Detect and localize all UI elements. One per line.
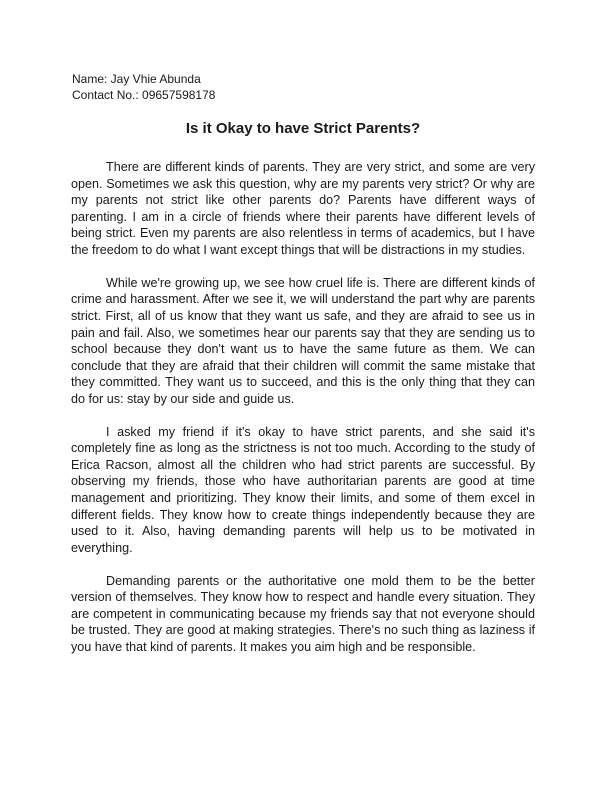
essay-body: [71, 159, 535, 672]
paragraph-1: There are different kinds of parents. They are very strict, and some are very open. Sometimes we ask this question, why are my parents very strict? Or why are my parents not strict like other parents do? Parents have different ways of parenting. I am in a circle of friends where their parents have different levels of being strict. Even my parents are also relentless in terms of academics, but I have the freedom to do what I want except things that will be distractions in my studies.: [71, 160, 535, 257]
author-info: [72, 71, 215, 103]
author-contact: Contact No.: 09657598178: [72, 88, 216, 102]
essay-title: Is it Okay to have Strict Parents?: [185, 120, 421, 137]
paragraph-2: While we're growing up, we see how cruel life is. There are different kinds of crime and harassment. After we see it, we will understand the part why are parents strict. First, all of us know that they want us safe, and they are afraid to see us in pain and fail. Also, we sometimes hear our parents say that they are sending us to school because they don't want us to have the same future as them. We can conclude that they are afraid that their children will commit the same mistake that they committed. They want us to succeed, and this is the only thing that they can do for us: stay by our side and guide us.: [71, 275, 535, 406]
author-name: Name: Jay Vhie Abunda: [72, 72, 201, 86]
paragraph-3: I asked my friend if it's okay to have strict parents, and she said it's completely fine as long as the strictness is not too much. According to the study of Erica Racson, almost all the children who had strict parents are successful. By observing my friends, those who have authoritarian parents are good at time management and prioritizing. They know their limits, and some of them excel in different fields. They know how to create things independently because they are used to it. Also, having demanding parents will help us to be motivated in everything.: [71, 424, 535, 555]
paragraph-4: Demanding parents or the authoritative one mold them to be the better version of themselves. They know how to respect and handle every situation. They are competent in communicating because my friends say that not everyone should be trusted. They are good at making strategies. There's no such thing as laziness if you have that kind of parents. It makes you aim high and be responsible.: [71, 573, 535, 654]
